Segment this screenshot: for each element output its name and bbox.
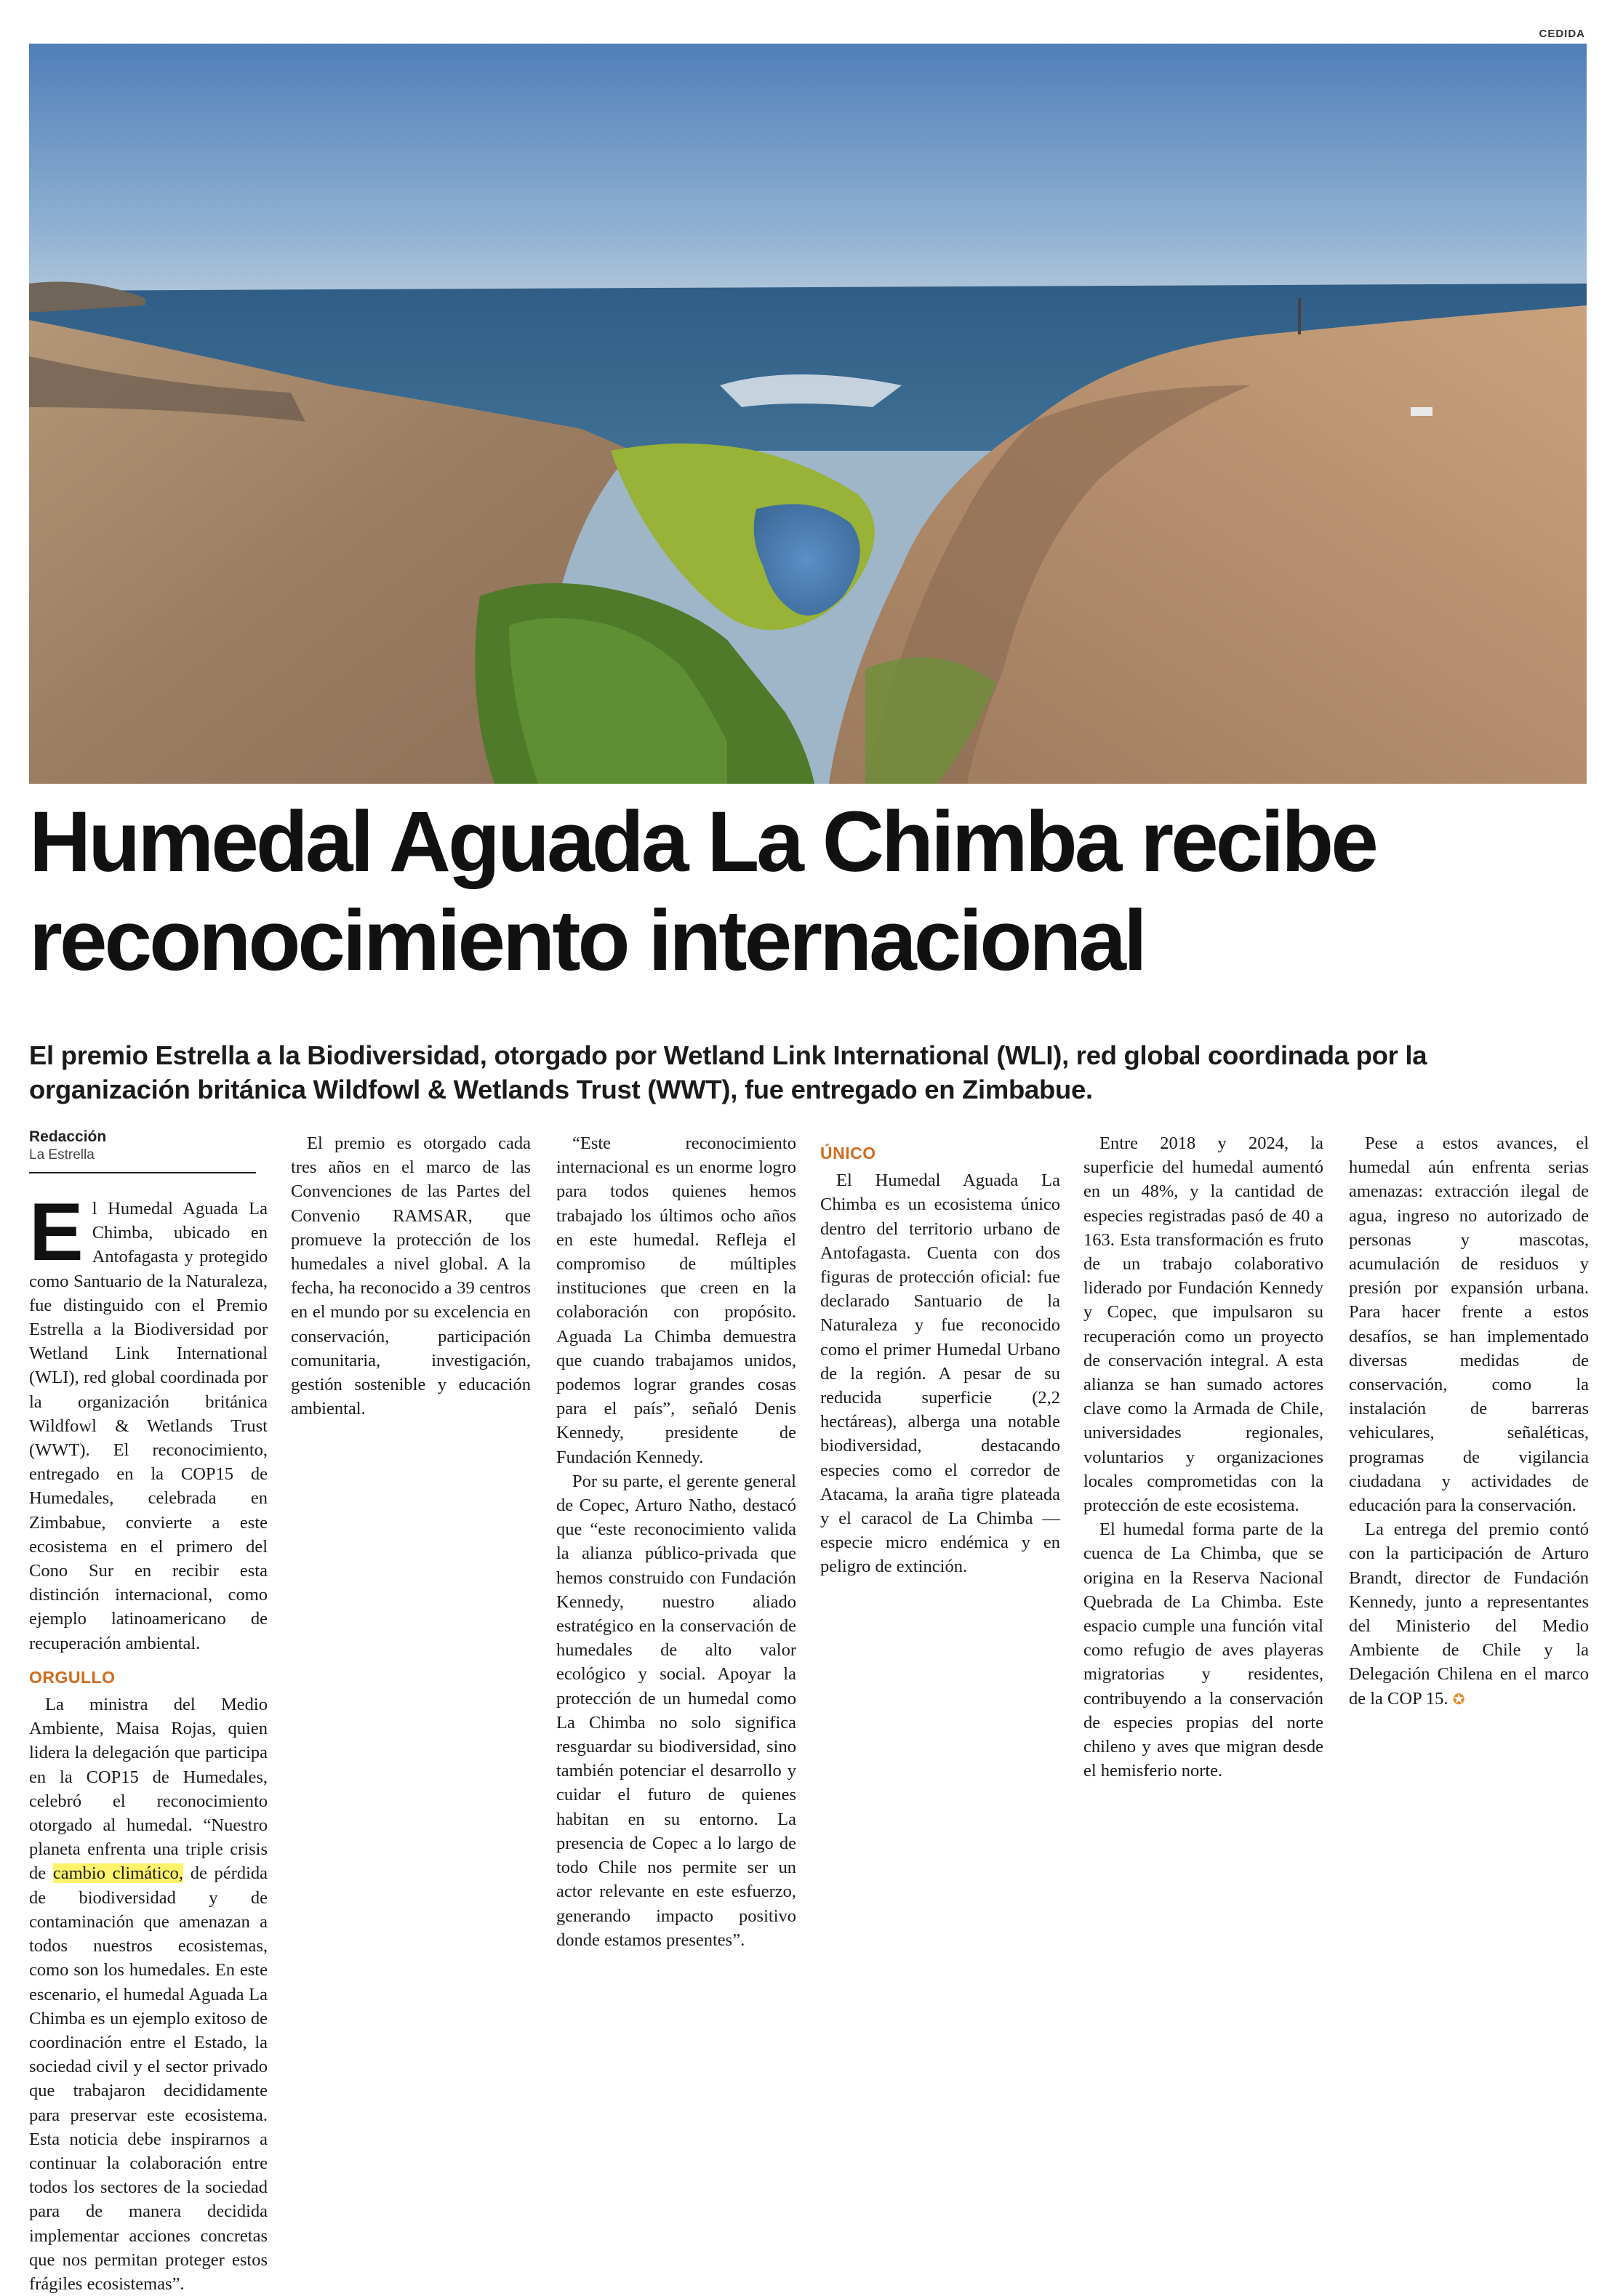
- byline: [29, 1128, 256, 1173]
- byline-rule: [29, 1172, 256, 1173]
- end-of-article-icon: ✪: [1452, 1691, 1465, 1708]
- subhead-orgullo: ORGULLO: [29, 1667, 116, 1687]
- article-headline: Humedal Aguada La Chimba recibe reconocimiento internacional: [29, 794, 1376, 989]
- wetland-photo-illustration: [29, 44, 1587, 784]
- orgullo-paragraph-2: El premio es otorgado cada tres años en el marco de las Convenciones de las Partes del Convenio RAMSAR, que promueve la protección de los humedales a nivel global. A la fecha, ha reconocido a 39 centros en el mundo por su excelencia en conservación, participación comunitaria, investigación, gestión sostenible y educación ambiental.: [291, 1133, 531, 1419]
- article-column-4: [820, 1131, 1060, 1579]
- orgullo-paragraph-1-text: La ministra del Medio Ambiente, Maisa Rojas, quien lidera la delegación que participa en la COP15 de Humedales, celebró el reconocimiento otorgado al humedal. “Nuestro planeta enfrenta una triple crisis de: [29, 1695, 268, 1884]
- article-column-3: [556, 1131, 796, 1952]
- orgullo-paragraph-4: Por su parte, el gerente general de Copec, Arturo Natho, destacó que “este reconocimiento valida la alianza público-privada que hemos construido con Fundación Kennedy, nuestro aliado estratégico en la conservación de humedales de alto valor ecológico y social. Apoyar la protección de un humedal como La Chimba no solo significa resguardar su biodiversidad, sino también potenciar el desarrollo y cuidar el futuro de quienes habitan en su entorno. La presencia de Copec a lo largo de todo Chile nos permite ser un actor relevante en este esfuerzo, generando impacto positivo donde estamos presentes”.: [556, 1471, 796, 1950]
- wetland-photo: [29, 44, 1587, 784]
- article-deck: El premio Estrella a la Biodiversidad, otorgado por Wetland Link International (WLI), red global coordinada por la organización británica Wildfowl & Wetlands Trust (WWT), fue entregado en Zimbabue.: [29, 1040, 1427, 1104]
- unico-paragraph-1: El Humedal Aguada La Chimba es un ecosistema único dentro del territorio urbano de Antofagasta. Cuenta con dos figuras de protección oficial: fue declarado Santuario de la Naturaleza y fue reconocido como el primer Humedal Urbano de la región. A pesar de su reducida superficie (2,2 hectáreas), alberga una notable biodiversidad, destacando especies como el corredor de Atacama, la araña tigre plateada y el caracol de La Chimba —especie micro endémica y en peligro de extinción.: [820, 1171, 1060, 1577]
- article-column-6: [1349, 1131, 1589, 1712]
- highlighted-phrase: cambio climático,: [52, 1863, 183, 1884]
- article-column-1: [29, 1187, 268, 2296]
- article-column-5: [1083, 1131, 1323, 1783]
- article-column-2: [291, 1131, 531, 1421]
- byline-outlet: La Estrella: [29, 1147, 95, 1163]
- intro-text: l Humedal Aguada La Chimba, ubicado en Antofagasta y protegido como Santuario de la Naturaleza, fue distinguido con el Premio Estrella a la Biodiversidad por Wetland Link International (WLI), red global coordinada por la organización británica Wildfowl & Wetlands Trust (WWT). El reconocimiento, entregado en la COP15 de Humedales, celebrada en Zimbabue, convierte a este ecosistema en el primero del Cono Sur en recibir esta distinción internacional, como ejemplo latinoamericano de recuperación ambiental.: [29, 1199, 268, 1653]
- unico-paragraph-3: El humedal forma parte de la cuenca de La Chimba, que se origina en la Reserva Nacional Quebrada de La Chimba. Este espacio cumple una función vital como refugio de aves playeras migratorias y residentes, contribuyendo a la conservación de especies propias del norte chileno y aves que migran desde el hemisferio norte.: [1083, 1520, 1323, 1781]
- orgullo-paragraph-1b-text: de pérdida de biodiversidad y de contaminación que amenazan a todos nuestros ecosistemas, como son los humedales. En este escenario, el humedal Aguada La Chimba es un ejemplo exitoso de coordinación entre el Estado, la sociedad civil y el sector privado que trabajaron decididamente para preservar este ecosistema. Esta noticia debe inspirarnos a continuar la colaboración entre todos los sectores de la sociedad para de manera decidida implementar acciones concretas que nos permitan proteger estos frágiles ecosistemas”.: [29, 1863, 268, 2294]
- unico-paragraph-5: [1349, 1517, 1589, 1712]
- byline-author: Redacción: [29, 1128, 107, 1145]
- unico-paragraph-4: Pese a estos avances, el humedal aún enfrenta serias amenazas: extracción ilegal de agua, ingreso no autorizado de personas y mascotas, acumulación de residuos y presión por expansión urbana. Para hacer frente a estos desafíos, se han implementado diversas medidas de conservación, como la instalación de barreras vehiculares, señaléticas, programas de vigilancia ciudadana y actividades de educación para la conservación.: [1349, 1133, 1589, 1516]
- unico-paragraph-5-text: La entrega del premio contó con la participación de Arturo Brandt, director de Fundación Kennedy, junto a representantes del Ministerio del Medio Ambiente de Chile y la Delegación Chilena en el marco de la COP 15.: [1349, 1520, 1589, 1709]
- subhead-unico: ÚNICO: [820, 1144, 876, 1163]
- photo-credit: CEDIDA: [1539, 28, 1585, 40]
- unico-paragraph-2: Entre 2018 y 2024, la superficie del humedal aumentó en un 48%, y la cantidad de especies registradas pasó de 40 a 163. Esta transformación es fruto de un trabajo colaborativo liderado por Fundación Kennedy y Copec, que impulsaron su recuperación como un proyecto de conservación integral. A esta alianza se han sumado actores clave como la Armada de Chile, universidades regionales, voluntarios y organizaciones locales comprometidas con la protección de este ecosistema.: [1083, 1133, 1323, 1516]
- dropcap: E: [29, 1187, 84, 1277]
- orgullo-paragraph-3: “Este reconocimiento internacional es un enorme logro para todos quienes hemos trabajado los últimos ocho años en este humedal. Refleja el compromiso de múltiples instituciones que creen en la colaboración con propósito. Aguada La Chimba demuestra que cuando trabajamos unidos, podemos lograr grandes cosas para el país”, señaló Denis Kennedy, presidente de Fundación Kennedy.: [556, 1133, 796, 1467]
- intro-paragraph: [29, 1187, 268, 1655]
- orgullo-paragraph-1: [29, 1693, 268, 2296]
